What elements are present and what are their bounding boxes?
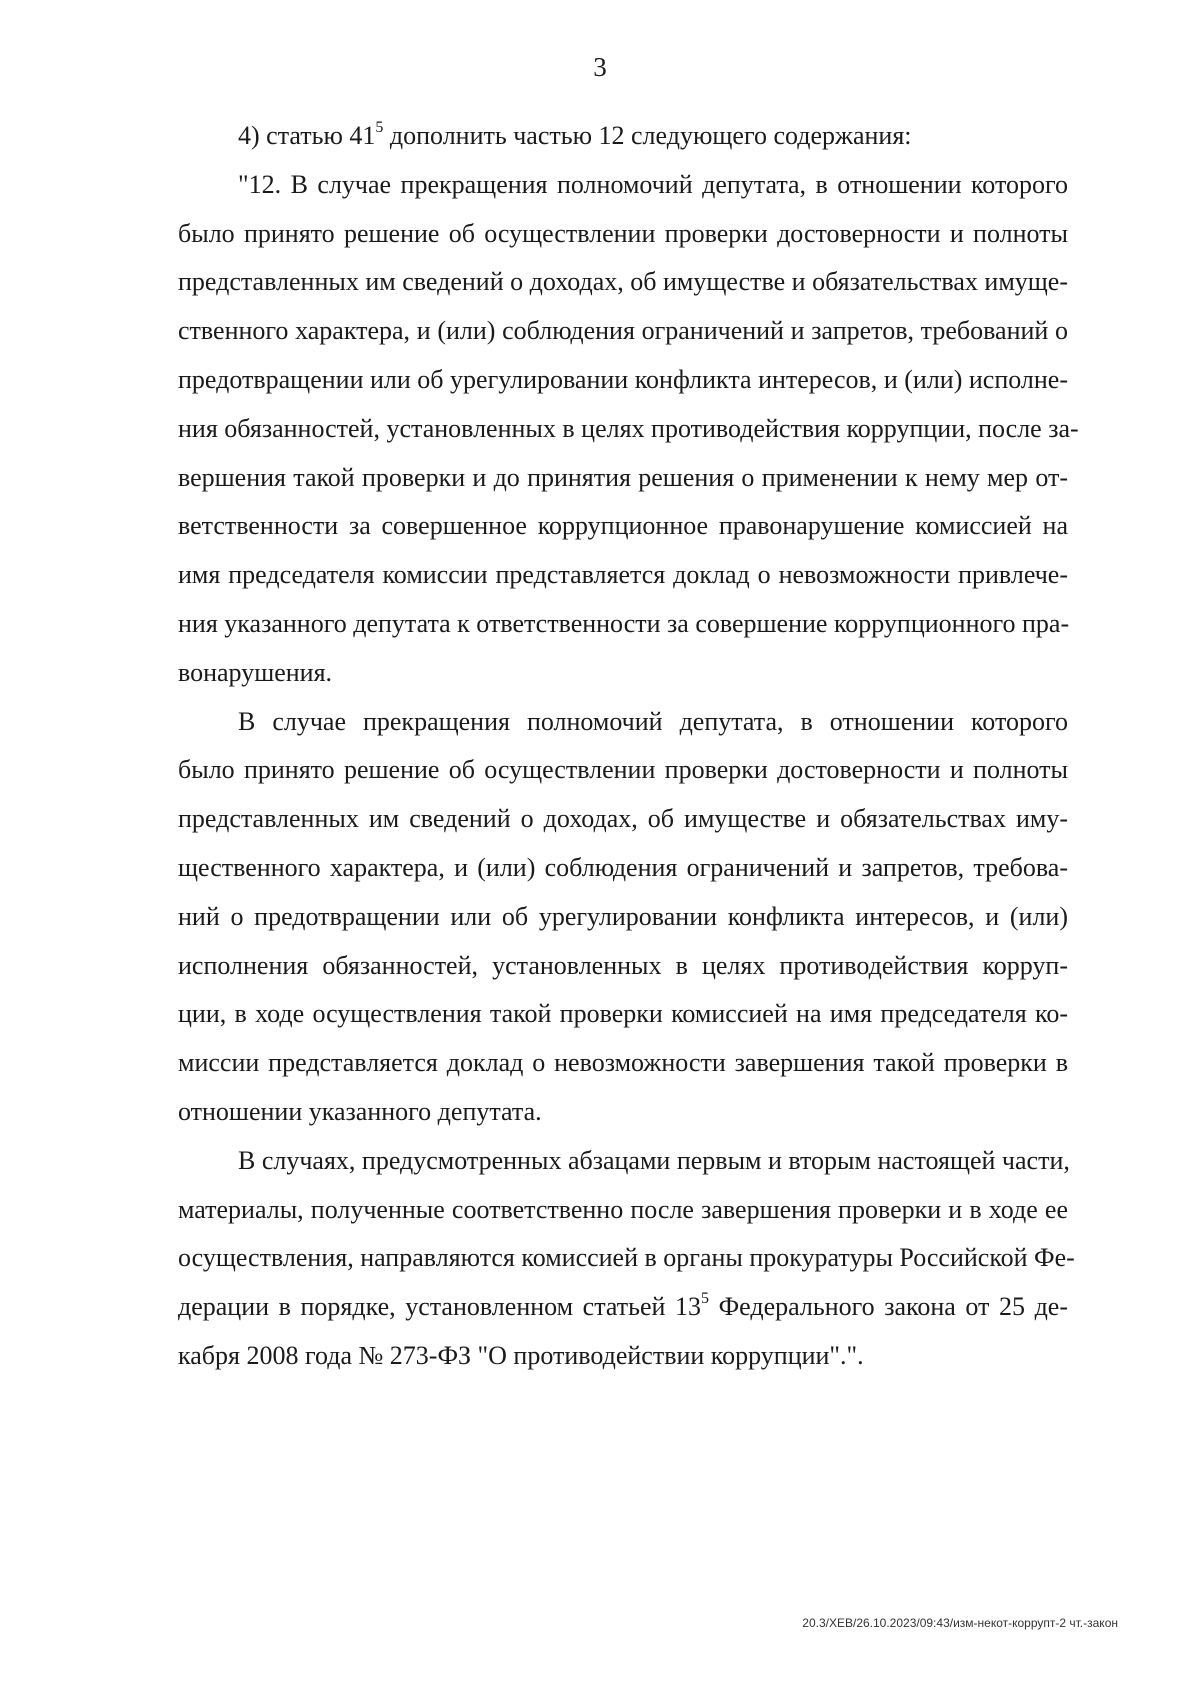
paragraph-line: представленных им сведений о доходах, об имуществе и обязательствах иму-: [178, 804, 1068, 834]
paragraph-line: было принято решение об осуществлении проверки достоверности и полноты: [178, 218, 1068, 248]
paragraph-line: отношении указанного депутата.: [178, 1096, 542, 1126]
paragraph-line: представленных им сведений о доходах, об имуществе и обязательствах имуще-: [178, 267, 1068, 297]
line-text-end: Федерального закона от 25 де-: [709, 1292, 1068, 1322]
line-text-start: дерации в порядке, установленном статьей 13: [178, 1292, 702, 1322]
item-4-text-end: дополнить частью 12 следующего содержания:: [383, 121, 912, 150]
paragraph-line: ний о предотвращении или об урегулировании конфликта интересов, и (или): [178, 901, 1068, 931]
paragraph-line: миссии представляется доклад о невозможности завершения такой проверки в: [178, 1048, 1068, 1078]
item-4-heading: [178, 112, 1068, 161]
item-4-superscript: 5: [375, 119, 384, 137]
item-4-text-start: 4) статью 41: [238, 121, 376, 150]
paragraph-line: щественного характера, и (или) соблюдения ограничений и запретов, требова-: [178, 852, 1068, 882]
paragraph-line: исполнения обязанностей, установленных в целях противодействия корруп-: [178, 950, 1068, 980]
paragraph-line: В случае прекращения полномочий депутата, в отношении которого: [238, 706, 1068, 736]
paragraph-line: вершения такой проверки и до принятия решения о применении к нему мер от-: [178, 462, 1068, 492]
paragraph-line: В случаях, предусмотренных абзацами первым и вторым настоящей части,: [238, 1145, 1070, 1175]
paragraph-line: было принято решение об осуществлении проверки достоверности и полноты: [178, 755, 1068, 785]
page-number: 3: [593, 52, 607, 82]
article-superscript: 5: [701, 1290, 710, 1308]
paragraph-3: [178, 1137, 1075, 1381]
paragraph-line: вонарушения.: [178, 657, 333, 687]
document-body: [178, 112, 1079, 1381]
paragraph-line: ции, в ходе осуществления такой проверки комиссией на имя председателя ко-: [178, 999, 1068, 1029]
paragraph-line: имя председателя комиссии представляется доклад о невозможности привлече-: [178, 560, 1068, 590]
paragraph-1: [178, 161, 1079, 698]
paragraph-line: "12. В случае прекращения полномочий депутата, в отношении которого: [238, 169, 1068, 199]
paragraph-line: ния указанного депутата к ответственности за совершение коррупционного пра-: [178, 608, 1070, 638]
paragraph-line: ния обязанностей, установленных в целях противодействия коррупции, после за-: [178, 413, 1079, 443]
paragraph-line: кабря 2008 года № 273-ФЗ "О противодействии коррупции".".: [178, 1340, 864, 1370]
paragraph-line: предотвращении или об урегулировании конфликта интересов, и (или) исполне-: [178, 364, 1068, 394]
paragraph-line: ветственности за совершенное коррупционное правонарушение комиссией на: [178, 511, 1068, 541]
paragraph-line-with-superscript: [178, 1283, 1068, 1332]
paragraph-line: материалы, полученные соответственно после завершения проверки и в ходе ее: [178, 1194, 1068, 1224]
paragraph-line: ственного характера, и (или) соблюдения ограничений и запретов, требований о: [178, 316, 1068, 346]
document-footer-code: 20.3/ХЕВ/26.10.2023/09:43/изм-некот-коррупт-2 чт.-закон: [802, 1616, 1118, 1630]
paragraph-line: осуществления, направляются комиссией в органы прокуратуры Российской Фе-: [178, 1243, 1075, 1273]
paragraph-2: [178, 698, 1068, 1137]
